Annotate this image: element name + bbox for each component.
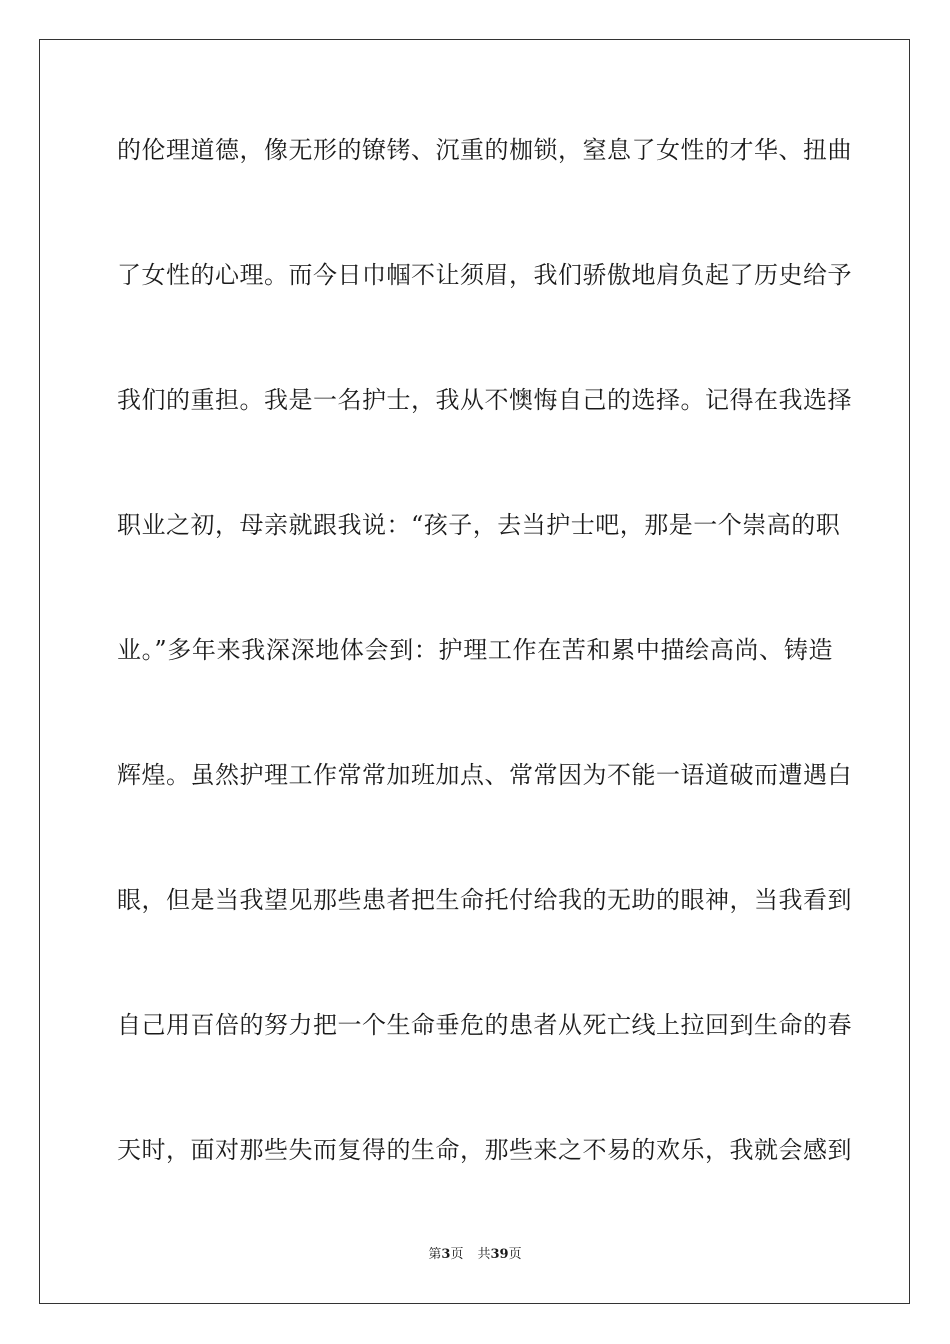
page-label-prefix: 第	[428, 1247, 442, 1262]
body-text-line-2: 了女性的心理。而今日巾帼不让须眉，我们骄傲地肩负起了历史给予	[117, 261, 852, 289]
page-border	[39, 39, 910, 1304]
page-footer	[0, 1247, 950, 1263]
body-text-line-7: 眼，但是当我望见那些患者把生命托付给我的无助的眼神，当我看到	[117, 886, 852, 914]
total-pages-number: 39	[490, 1247, 509, 1262]
body-text-line-6: 辉煌。虽然护理工作常常加班加点、常常因为不能一语道破而遭遇白	[117, 761, 852, 789]
body-text-line-5: 业。”多年来我深深地体会到：护理工作在苦和累中描绘高尚、铸造	[117, 636, 833, 664]
body-text-line-1: 的伦理道德，像无形的镣铐、沉重的枷锁，窒息了女性的才华、扭曲	[117, 136, 852, 164]
total-label-prefix: 共	[477, 1247, 491, 1262]
current-page-number: 3	[441, 1247, 451, 1262]
body-text-line-3: 我们的重担。我是一名护士，我从不懊悔自己的选择。记得在我选择	[117, 386, 852, 414]
body-text-line-8: 自己用百倍的努力把一个生命垂危的患者从死亡线上拉回到生命的春	[117, 1011, 852, 1039]
body-text-line-4: 职业之初，母亲就跟我说：“孩子，去当护士吧，那是一个崇高的职	[117, 511, 841, 539]
total-label-suffix: 页	[508, 1247, 522, 1262]
page-label-suffix: 页	[450, 1247, 464, 1262]
body-text-line-9: 天时，面对那些失而复得的生命，那些来之不易的欢乐，我就会感到	[117, 1136, 852, 1164]
